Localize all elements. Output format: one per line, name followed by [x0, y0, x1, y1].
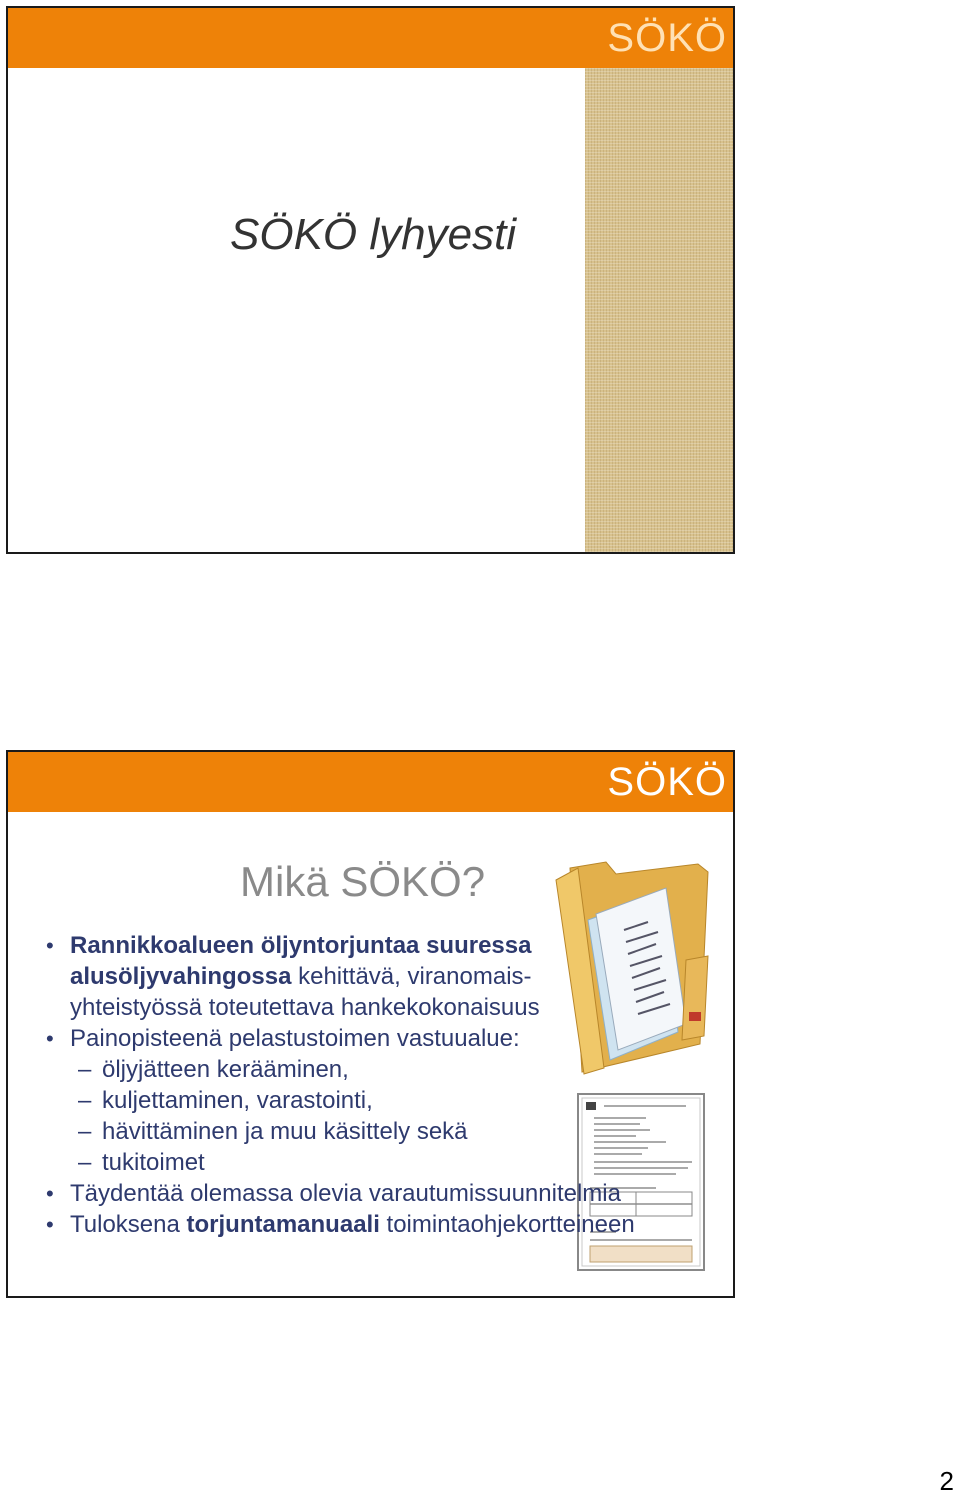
- list-item-continuation: [46, 961, 726, 992]
- list-item: [46, 1178, 726, 1209]
- brand-logo: SÖKÖ: [607, 760, 727, 804]
- bullet-text-bold: alusöljyvahingossa: [70, 963, 292, 990]
- brand-logo: SÖKÖ: [607, 16, 727, 60]
- slide-title: Mikä SÖKÖ?: [240, 858, 486, 905]
- bullet-text: toimintaohjekortteineen: [379, 1211, 635, 1238]
- dash-icon: –: [78, 1087, 92, 1114]
- sub-item-text: öljyjätteen kerääminen,: [102, 1056, 349, 1083]
- dash-icon: –: [78, 1056, 92, 1083]
- sub-item-text: kuljettaminen, varastointi,: [102, 1087, 373, 1114]
- sub-list-item: [46, 1116, 726, 1147]
- bullet-text: kehittävä, viranomais-: [291, 963, 532, 990]
- bullet-list: [46, 930, 726, 1240]
- sub-list-item: [46, 1085, 726, 1116]
- dash-icon: –: [78, 1149, 92, 1176]
- sub-list-item: [46, 1054, 726, 1085]
- list-item: [46, 1023, 726, 1054]
- bullet-text: yhteistyössä toteutettava hankekokonaisuus: [70, 994, 540, 1021]
- bullet-icon: •: [46, 1212, 54, 1237]
- sub-item-text: tukitoimet: [102, 1149, 205, 1176]
- header-bar: [8, 8, 733, 68]
- bullet-text: Täydentää olemassa olevia varautumissuunnitelmia: [70, 1180, 621, 1207]
- bullet-icon: •: [46, 1026, 54, 1051]
- bullet-icon: •: [46, 1181, 54, 1206]
- bullet-text-bold: torjuntamanuaali: [186, 1211, 380, 1238]
- sub-item-text: hävittäminen ja muu käsittely sekä: [102, 1118, 468, 1145]
- slide-1: [6, 6, 735, 554]
- sub-list-item: [46, 1147, 726, 1178]
- list-item: [46, 1209, 726, 1240]
- list-item-continuation: [46, 992, 726, 1023]
- dash-icon: –: [78, 1118, 92, 1145]
- bullet-text: Painopisteenä pelastustoimen vastuualue:: [70, 1025, 520, 1052]
- bullet-icon: •: [46, 933, 54, 958]
- decorative-texture-strip: [585, 68, 733, 552]
- slide-2: [6, 750, 735, 1298]
- bullet-text-bold: Rannikkoalueen öljyntorjuntaa suuressa: [70, 932, 532, 959]
- list-item: [46, 930, 726, 961]
- bullet-text: Tuloksena: [70, 1211, 187, 1238]
- header-bar: [8, 752, 733, 812]
- page-number: 2: [939, 1466, 954, 1496]
- slide-title: SÖKÖ lyhyesti: [230, 210, 517, 259]
